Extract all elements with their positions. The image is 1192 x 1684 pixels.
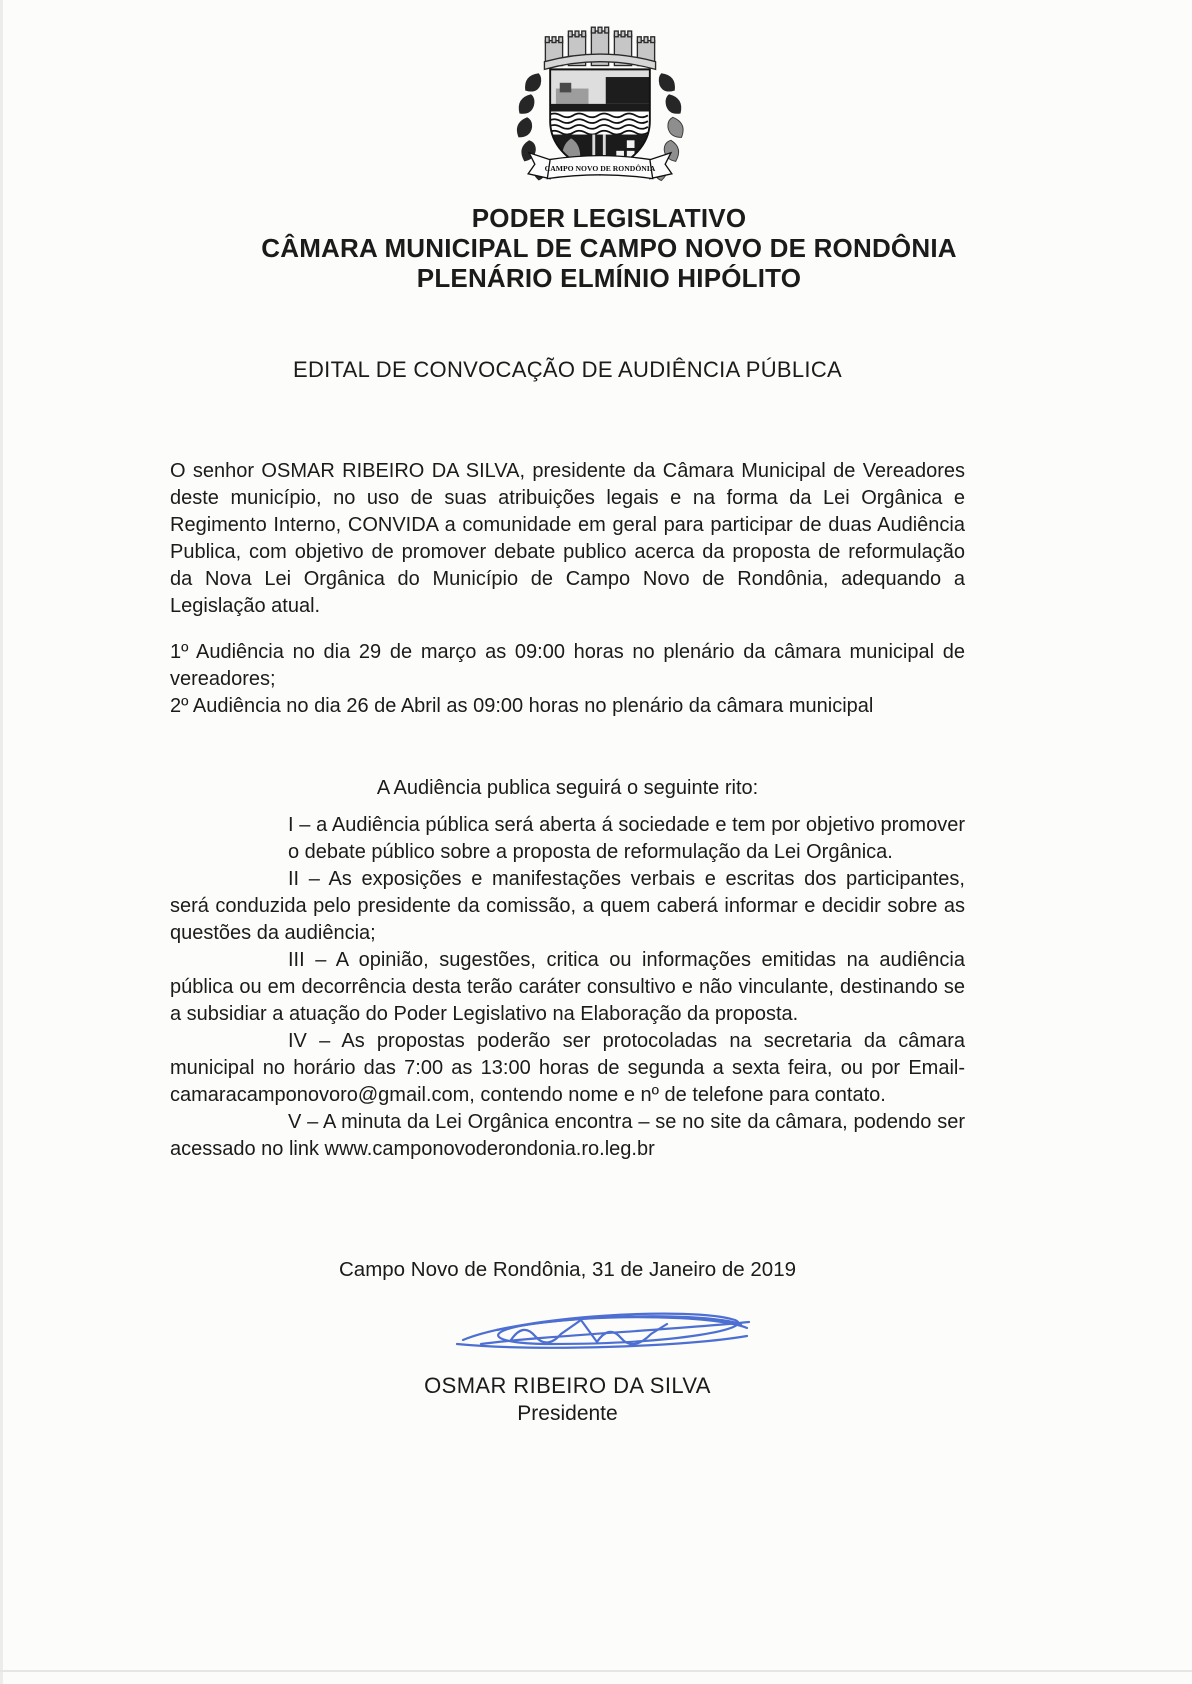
intro-paragraph: O senhor OSMAR RIBEIRO DA SILVA, presidente da Câmara Municipal de Vereadores deste município, no uso de suas atribuições legais e na forma da Lei Orgânica e Regimento Interno, CONVIDA a comunidade em geral para participar de duas Audiência Publica, com objetivo de promover debate publico acerca da proposta de reformulação da Nova Lei Orgânica do Município de Campo Novo de Rondônia, adequando a Legislação atual. [170, 460, 965, 617]
rite-item-3: III – A opinião, sugestões, critica ou informações emitidas na audiência pública ou em decorrência desta terão caráter consultivo e não vinculante, destinando se a subsidiar a atuação do Poder Legislativo na Elaboração da proposta. [170, 949, 965, 1025]
schedule-section [170, 639, 965, 720]
scan-bottom-artifact [0, 1670, 1192, 1672]
place-and-date: Campo Novo de Rondônia, 31 de Janeiro de 2019 [338, 1258, 797, 1281]
rite-item-4: IV – As propostas poderão ser protocoladas na secretaria da câmara municipal no horário das 7:00 as 13:00 horas de segunda a sexta feira, ou por Email- camaracamponovoro@gmail.com, contendo nome e nº de telefone para contato. [170, 1030, 965, 1106]
rite-item-2: II – As exposições e manifestações verbais e escritas dos participantes, será conduzida pelo presidente da comissão, a quem caberá informar e decidir sobre as questões da audiência; [170, 868, 965, 944]
letterhead-branch: PODER LEGISLATIVO [471, 203, 747, 233]
rite-items-section [170, 812, 965, 1163]
rite-heading: A Audiência publica seguirá o seguinte rito: [376, 777, 759, 799]
municipal-coat-of-arms [485, 6, 715, 196]
letterhead [0, 203, 1192, 293]
handwritten-signature-icon [451, 1300, 761, 1362]
rite-item-1: I – a Audiência pública será aberta á sociedade e tem por objetivo promover o debate público sobre a proposta de reformulação da Lei Orgânica. [288, 814, 965, 863]
coat-of-arms-icon [485, 6, 715, 196]
crest-banner-text: CAMPO NOVO DE RONDÔNIA [544, 163, 656, 173]
rite-item-5: V – A minuta da Lei Orgânica encontra – se no site da câmara, podendo ser acessado no link www.camponovoderondonia.ro.leg.br [170, 1111, 965, 1160]
signatory-role: Presidente [517, 1402, 618, 1425]
signatory-name: OSMAR RIBEIRO DA SILVA [424, 1373, 711, 1398]
letterhead-plenary: PLENÁRIO ELMÍNIO HIPÓLITO [416, 263, 802, 293]
document-title: EDITAL DE CONVOCAÇÃO DE AUDIÊNCIA PÚBLICA [293, 357, 842, 382]
schedule-first-hearing: 1º Audiência no dia 29 de março as 09:00 horas no plenário da câmara municipal de vereadores; [170, 641, 965, 690]
intro-section [170, 458, 965, 620]
signature-block [170, 1300, 965, 1427]
letterhead-org-name: CÂMARA MUNICIPAL DE CAMPO NOVO DE RONDÔNIA [261, 233, 957, 263]
schedule-second-hearing: 2º Audiência no dia 26 de Abril as 09:00 horas no plenário da câmara municipal [170, 695, 874, 717]
